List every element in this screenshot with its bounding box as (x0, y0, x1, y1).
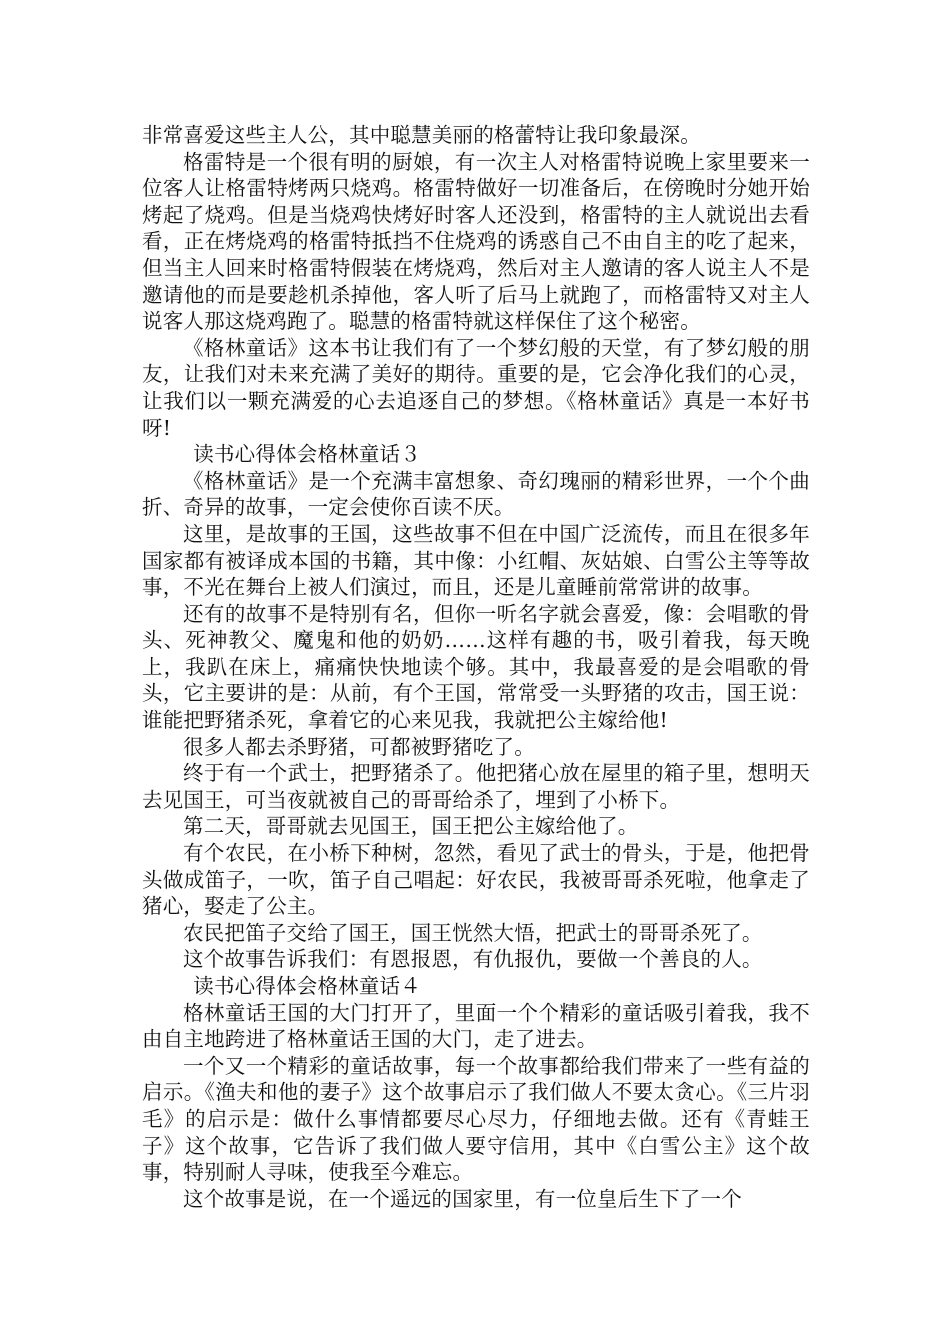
paragraph-2: 格雷特是一个很有明的厨娘，有一次主人对格雷特说晚上家里要来一位客人让格雷特烤两只烧鸡。格雷特做好一切准备后，在傍晚时分她开始烤起了烧鸡。但是当烧鸡快烤好时客人还没到，格雷特的主人就说出去看看，正在烤烧鸡的格雷特抵挡不住烧鸡的诱惑自己不由自主的吃了起来，但当主人回来时格雷特假装在烤烧鸡，然后对主人邀请的客人说主人不是邀请他的而是要趁机杀掉他，客人听了后马上就跑了，而格雷特又对主人说客人那这烧鸡跑了。聪慧的格雷特就这样保住了这个秘密。 (142, 149, 810, 334)
paragraph-8: 很多人都去杀野猪，可都被野猪吃了。 (183, 734, 535, 759)
paragraph-10: 第二天，哥哥就去见国王，国王把公主嫁给他了。 (183, 814, 639, 839)
section-heading-4: 读书心得体会格林童话４ (193, 974, 421, 998)
paragraph-7: 还有的故事不是特别有名，但你一听名字就会喜爱，像：会唱歌的骨头、死神教父、魔鬼和他的奶奶……这样有趣的书，吸引着我，每天晚上，我趴在床上，痛痛快快地读个够。其中，我最喜爱的是会唱歌的骨头，它主要讲的是：从前，有个王国，常常受一头野猪的攻击，国王说： 谁能把野猪杀死，拿着它的心来见我，我就把公主嫁给他! (142, 601, 810, 733)
paragraph-16: 一个又一个精彩的童话故事，每一个故事都给我们带来了一些有益的启示。《渔夫和他的妻子》这个故事启示了我们做人不要太贪心。《三片羽毛》的启示是：做什么事情都要尽心尽力，仔细地去做。还有《青蛙王子》这个故事，它告诉了我们做人要守信用，其中《白雪公主》这个故事，特别耐人寻味，使我至今难忘。 (142, 1053, 810, 1185)
paragraph-11: 有个农民，在小桥下种树，忽然，看见了武士的骨头，于是，他把骨头做成笛子，一吹，笛子自己唱起：好农民，我被哥哥杀死啦，他拿走了猪心，娶走了公主。 (142, 841, 810, 919)
paragraph-17: 这个故事是说，在一个遥远的国家里，有一位皇后生下了一个 (183, 1186, 742, 1211)
paragraph-6: 这里，是故事的王国，这些故事不但在中国广泛流传，而且在很多年国家都有被译成本国的书籍，其中像：小红帽、灰姑娘、白雪公主等等故事，不光在舞台上被人们演过，而且，还是儿童睡前常常讲的故事。 (142, 521, 810, 600)
paragraph-5: 《格林童话》是一个充满丰富想象、奇幻瑰丽的精彩世界，一个个曲折、奇异的故事，一定会使你百读不厌。 (142, 468, 810, 520)
paragraph-13: 这个故事告诉我们：有恩报恩，有仇报仇，要做一个善良的人。 (183, 947, 763, 972)
paragraph-12: 农民把笛子交给了国王，国王恍然大悟，把武士的哥哥杀死了。 (183, 920, 763, 945)
paragraph-1: 非常喜爱这些主人公，其中聪慧美丽的格蕾特让我印象最深。 (142, 123, 701, 147)
section-heading-3: 读书心得体会格林童话３ (193, 442, 421, 467)
paragraph-3: 《格林童话》这本书让我们有了一个梦幻般的天堂，有了梦幻般的朋友，让我们对未来充满了美好的期待。重要的是，它会净化我们的心灵，让我们以一颗充满爱的心去追逐自己的梦想。《格林童话》真是一本好书呀! (142, 335, 810, 440)
paragraph-15: 格林童话王国的大门打开了，里面一个个精彩的童话吸引着我，我不由自主地跨进了格林童话王国的大门，走了进去。 (142, 1000, 810, 1052)
paragraph-9: 终于有一个武士，把野猪杀了。他把猪心放在屋里的箱子里，想明天去见国王，可当夜就被自己的哥哥给杀了，埋到了小桥下。 (142, 761, 810, 812)
document-page (142, 122, 810, 1212)
